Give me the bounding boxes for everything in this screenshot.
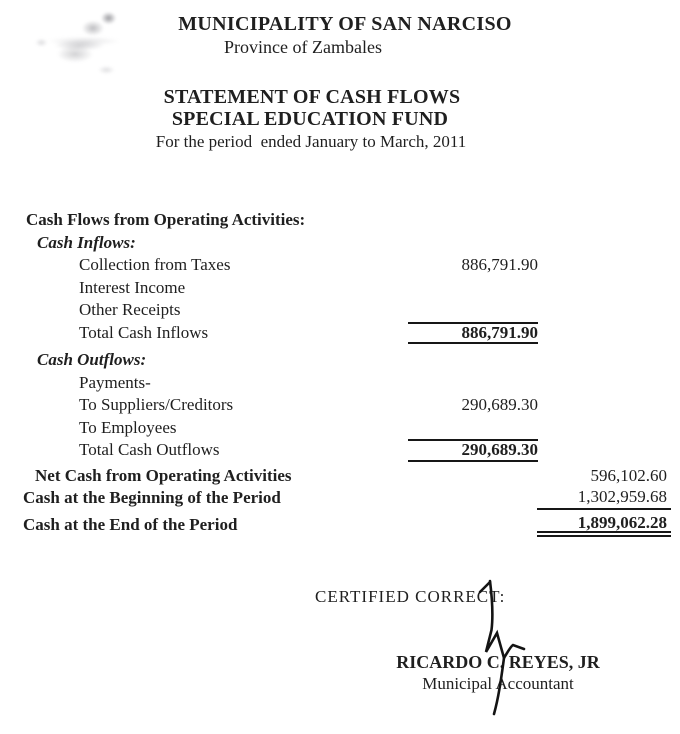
row-cash-beginning-period xyxy=(0,487,680,510)
row-to-employees xyxy=(0,417,680,440)
row-amount: 1,302,959.68 xyxy=(537,487,671,510)
row-label: Other Receipts xyxy=(79,300,181,319)
municipality-name: MUNICIPALITY OF SAN NARCISO xyxy=(178,13,512,35)
signature-stroke xyxy=(455,570,585,725)
row-label: Net Cash from Operating Activities xyxy=(35,465,292,485)
row-amount-total: 290,689.30 xyxy=(408,439,538,462)
fund-title: SPECIAL EDUCATION FUND xyxy=(171,108,449,130)
row-amount: 290,689.30 xyxy=(461,395,538,414)
row-amount-grand-total: 1,899,062.28 xyxy=(537,514,671,538)
row-label: Total Cash Inflows xyxy=(79,322,209,342)
row-label: Cash Inflows: xyxy=(37,232,136,252)
row-label: Cash Outflows: xyxy=(37,350,147,369)
row-label: Cash at the End of the Period xyxy=(23,514,238,534)
row-payments xyxy=(0,372,680,395)
row-label: Cash at the Beginning of the Period xyxy=(23,488,281,507)
row-amount: 596,102.60 xyxy=(590,465,667,485)
row-net-cash-operating xyxy=(0,465,680,488)
row-label: Payments- xyxy=(79,372,151,392)
row-amount: 886,791.90 xyxy=(461,255,538,274)
row-collection-from-taxes xyxy=(0,254,680,277)
certified-correct-label: CERTIFIED CORRECT: xyxy=(315,587,506,606)
province-name: Province of Zambales xyxy=(224,37,382,57)
statement-title: STATEMENT OF CASH FLOWS xyxy=(163,86,461,108)
row-total-cash-outflows xyxy=(0,439,680,462)
row-label: Cash Flows from Operating Activities: xyxy=(26,210,306,229)
row-amount-total: 886,791.90 xyxy=(408,322,538,345)
row-other-receipts xyxy=(0,299,680,322)
signatory-title: Municipal Accountant xyxy=(422,674,574,693)
row-to-suppliers-creditors xyxy=(0,394,680,417)
signatory-name: RICARDO C. REYES, JR xyxy=(396,652,600,672)
row-label: To Employees xyxy=(79,417,177,437)
row-interest-income xyxy=(0,277,680,300)
row-label: Total Cash Outflows xyxy=(79,440,220,459)
row-cash-end-period xyxy=(0,514,680,537)
cash-flow-statement xyxy=(0,209,680,536)
period-line: For the period ended January to March, 2011 xyxy=(155,132,467,151)
row-label: Interest Income xyxy=(79,277,186,297)
row-operating-activities xyxy=(0,209,680,232)
document-header xyxy=(0,0,680,153)
row-cash-outflows-header xyxy=(0,349,680,372)
row-label: To Suppliers/Creditors xyxy=(79,395,234,414)
row-cash-inflows-header xyxy=(0,232,680,255)
row-label: Collection from Taxes xyxy=(79,255,231,274)
row-total-cash-inflows xyxy=(0,322,680,345)
